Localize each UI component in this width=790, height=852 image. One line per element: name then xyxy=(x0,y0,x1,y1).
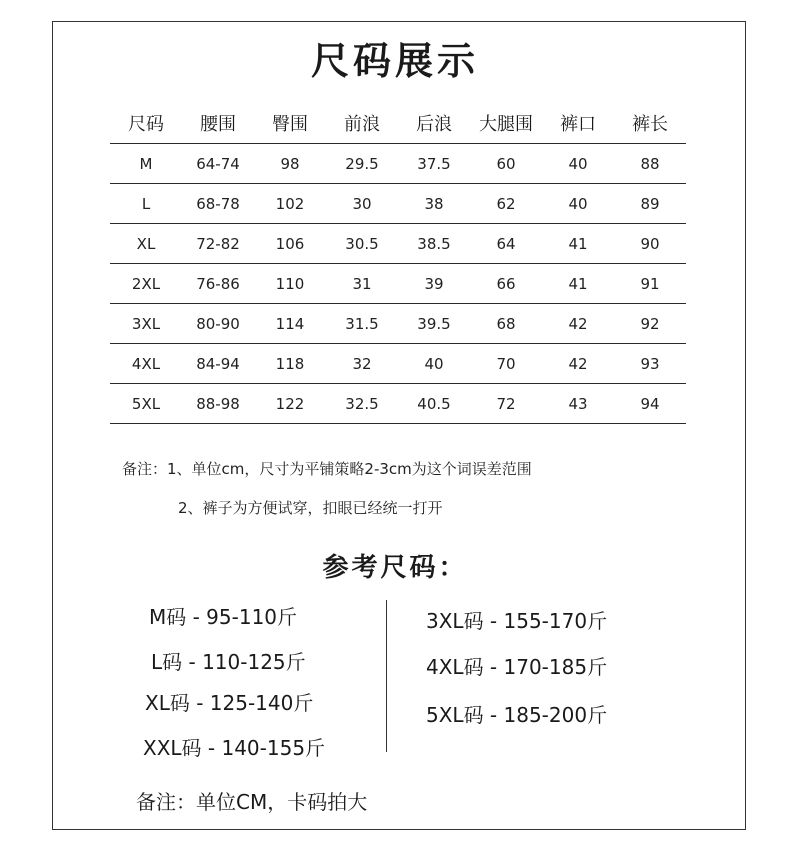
header-size: 尺码 xyxy=(128,114,164,135)
table-cell: 102 xyxy=(254,184,326,224)
column-divider xyxy=(386,600,387,752)
table-row xyxy=(110,384,686,424)
table-cell: 110 xyxy=(254,264,326,304)
table-cell: 40.5 xyxy=(398,384,470,424)
table-cell: 3XL xyxy=(110,304,182,344)
table-cell: 92 xyxy=(614,304,686,344)
table-cell: 32.5 xyxy=(326,384,398,424)
footer-note: 备注：单位CM，卡码拍大 xyxy=(136,790,368,814)
table-cell: 76-86 xyxy=(182,264,254,304)
reference-left-item: M码 - 95-110斤 xyxy=(149,605,298,629)
table-cell: 68-78 xyxy=(182,184,254,224)
table-cell: 62 xyxy=(470,184,542,224)
table-cell: 64-74 xyxy=(182,144,254,184)
table-cell: 70 xyxy=(470,344,542,384)
table-row xyxy=(110,184,686,224)
table-cell: 42 xyxy=(542,304,614,344)
header-waist: 腰围 xyxy=(200,114,236,135)
table-row xyxy=(110,224,686,264)
table-cell: 29.5 xyxy=(326,144,398,184)
table-cell: 31 xyxy=(326,264,398,304)
table-cell: 94 xyxy=(614,384,686,424)
table-cell: 5XL xyxy=(110,384,182,424)
table-cell: 40 xyxy=(542,144,614,184)
table-cell: 2XL xyxy=(110,264,182,304)
table-cell: 31.5 xyxy=(326,304,398,344)
header-thigh: 大腿围 xyxy=(479,114,533,135)
reference-title: 参考尺码： xyxy=(322,553,468,583)
header-back-rise: 后浪 xyxy=(416,114,452,135)
table-cell: 40 xyxy=(542,184,614,224)
table-cell: 98 xyxy=(254,144,326,184)
table-cell: 72-82 xyxy=(182,224,254,264)
reference-left-item: XL码 - 125-140斤 xyxy=(145,691,314,715)
header-leg-opening: 裤口 xyxy=(560,114,596,135)
table-cell: 38.5 xyxy=(398,224,470,264)
table-cell: XL xyxy=(110,224,182,264)
table-cell: 40 xyxy=(398,344,470,384)
table-cell: 66 xyxy=(470,264,542,304)
header-length: 裤长 xyxy=(632,114,668,135)
table-cell: 84-94 xyxy=(182,344,254,384)
table-cell: 64 xyxy=(470,224,542,264)
table-cell: 68 xyxy=(470,304,542,344)
table-row xyxy=(110,304,686,344)
table-cell: 39.5 xyxy=(398,304,470,344)
table-header-row xyxy=(110,103,686,144)
reference-right-item: 3XL码 - 155-170斤 xyxy=(426,609,608,633)
reference-left-item: XXL码 - 140-155斤 xyxy=(143,736,326,760)
table-cell: 41 xyxy=(542,264,614,304)
table-cell: 4XL xyxy=(110,344,182,384)
table-cell: 30.5 xyxy=(326,224,398,264)
table-cell: 91 xyxy=(614,264,686,304)
table-cell: 88-98 xyxy=(182,384,254,424)
table-cell: 37.5 xyxy=(398,144,470,184)
table-cell: 42 xyxy=(542,344,614,384)
table-cell: 106 xyxy=(254,224,326,264)
table-cell: 89 xyxy=(614,184,686,224)
table-cell: 39 xyxy=(398,264,470,304)
table-cell: 90 xyxy=(614,224,686,264)
table-cell: 80-90 xyxy=(182,304,254,344)
table-row xyxy=(110,144,686,184)
note-line-1: 备注：1、单位cm，尺寸为平铺策略2-3cm为这个词误差范围 xyxy=(122,460,532,478)
note-line-2: 2、裤子为方便试穿，扣眼已经统一打开 xyxy=(178,499,443,517)
table-cell: L xyxy=(110,184,182,224)
table-cell: 41 xyxy=(542,224,614,264)
table-cell: 93 xyxy=(614,344,686,384)
table-row xyxy=(110,264,686,304)
table-cell: 30 xyxy=(326,184,398,224)
table-cell: 38 xyxy=(398,184,470,224)
size-table xyxy=(110,103,686,424)
table-cell: 32 xyxy=(326,344,398,384)
table-cell: 72 xyxy=(470,384,542,424)
table-cell: 114 xyxy=(254,304,326,344)
header-hip: 臀围 xyxy=(272,114,308,135)
table-cell: 118 xyxy=(254,344,326,384)
table-cell: 43 xyxy=(542,384,614,424)
reference-left-item: L码 - 110-125斤 xyxy=(151,650,306,674)
table-row xyxy=(110,344,686,384)
reference-right-item: 4XL码 - 170-185斤 xyxy=(426,655,608,679)
header-front-rise: 前浪 xyxy=(344,114,380,135)
reference-right-item: 5XL码 - 185-200斤 xyxy=(426,703,608,727)
table-cell: 122 xyxy=(254,384,326,424)
table-cell: 88 xyxy=(614,144,686,184)
page-title: 尺码展示 xyxy=(310,39,479,83)
table-cell: M xyxy=(110,144,182,184)
table-cell: 60 xyxy=(470,144,542,184)
